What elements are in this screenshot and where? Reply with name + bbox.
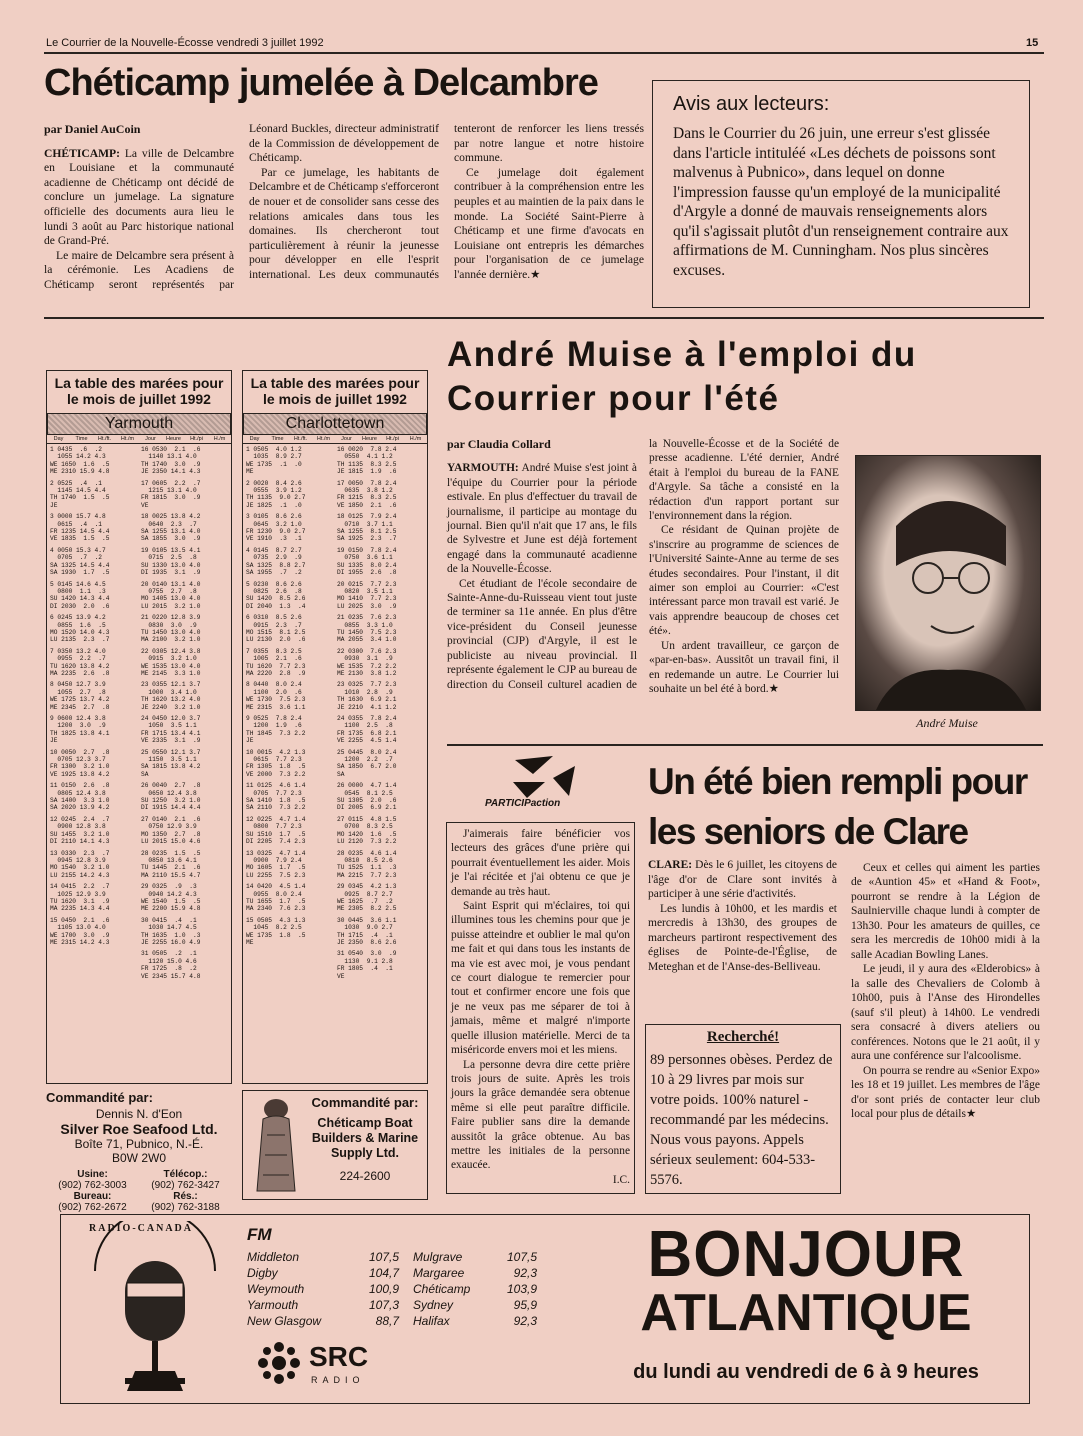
tide-day: 4 0145 8.7 2.7 0735 2.9 .9 SA 1325 8.8 2.7 SA 1955 .7 .2	[246, 546, 306, 577]
fm-label: FM	[247, 1225, 272, 1244]
tide-day: 27 0140 2.1 .6 0750 12.9 3.9 MO 1350 2.7 .8 LU 2015 15.0 4.6	[141, 815, 201, 846]
tide-day: 9 0525 7.8 2.4 1200 1.9 .6 TH 1845 7.3 2.2 JE	[246, 715, 306, 745]
article2-p1: André Muise s'est joint à l'équipe du Courrier pour la période estivale. En plus d'effectuer du travail de journalisme, il participe au montage du journal. Bien qu'il n'ait que 17 ans, le fils de Sylvestre et June est déjà fortement engagé dans la communauté acadienne de la Nouvelle-Écosse.	[447, 462, 637, 576]
priere-p3: La personne devra dire cette prière trois jours de suite. Après les trois jours la grâce demandée sera obtenue même si elle peut paraître difficile. Faire publier sans dire la demande aussitôt la grâce obtenue. Au bas mettre les initiales de la personne exaucée.	[451, 1058, 630, 1172]
radio-canada-badge: RADIO-CANADA	[89, 1223, 193, 1234]
tide-day: 14 0415 2.2 .7 1025 12.9 3.9 TU 1620 3.1 .9 MA 2235 14.3 4.4	[50, 883, 110, 913]
tide-day: 6 0310 8.5 2.6 0915 2.3 .7 MO 1515 8.1 2.5 LU 2130 2.0 .6	[246, 614, 306, 644]
fisherman-illustration-icon	[249, 1095, 303, 1195]
tide-day: 30 0445 3.6 1.1 1030 9.0 2.7 TH 1715 .4 .1 JE 2350 8.6 2.6	[337, 916, 397, 946]
tide-day: 29 0345 4.2 1.3 0925 8.7 2.7 WE 1625 .7 .2 ME 2305 8.2 2.5	[337, 883, 397, 913]
tide-day: 18 0125 7.9 2.4 0710 3.7 1.1 SA 1255 8.1 2.5 SA 1925 2.3 .7	[337, 513, 397, 543]
tide-day: 11 0150 2.6 .8 0805 12.4 3.8 SA 1400 3.3 1.0 SA 2020 13.9 4.2	[50, 782, 110, 812]
tide-day: 31 0505 .2 .1 1120 15.0 4.6 FR 1725 .8 .2 VE 2345 15.7 4.8	[141, 950, 201, 980]
avis-text: Dans le Courrier du 26 juin, une erreur s'est glissée dans l'article intituléé «Les déchets de poissons sont malvenus à Pubnico», dans lequel on donne l'impression fausse qu'un employé de la municipalité d'Argyle a donné de mauvais renseignements alors qu'il s'agissait plutôt d'un renseignement contraire aux affirmations de M. Cunningham. Nos plus sincères excuses.	[673, 125, 1009, 279]
article3-p3: Ceux et celles qui aiment les parties de «Auntion 45» et «Hand & Foot», pourront se rendre à la Légion de Saulnierville chaque lundi à compter de 13h30. Pour les amateurs de quilles, ce sera les mercredis de 10h00 midi à la salle Acadian Bowling Lanes.	[851, 861, 1040, 961]
sponsor1-ad	[46, 1090, 232, 1213]
tide-day: 7 0355 8.3 2.5 1005 2.1 .6 TU 1620 7.7 2.3 MA 2220 2.8 .9	[246, 647, 306, 677]
tide-day: 4 0050 15.3 4.7 0705 .7 .2 SA 1325 14.5 4.4 SA 1930 1.7 .5	[50, 546, 110, 577]
tide-day: 23 0355 12.1 3.7 1000 3.4 1.0 TH 1620 13.2 4.0 JE 2240 3.2 1.0	[141, 681, 201, 711]
tide-day: 29 0325 .9 .3 0940 14.2 4.3 WE 1540 1.5 .5 ME 2200 15.9 4.8	[141, 883, 201, 913]
priere-p1: J'aimerais faire bénéficier vos lecteurs des grâces d'une prière qui pourrait éventuellement les aider. Mois je l'ai récitée et j'ai obtenu ce que je demande au très haut.	[451, 828, 630, 898]
tide-day: 19 0105 13.5 4.1 0715 2.5 .8 SU 1330 13.0 4.0 DI 1935 3.1 .9	[141, 546, 201, 577]
sponsor2-ad	[242, 1090, 428, 1200]
tide-grid-charlottetown	[243, 444, 427, 986]
tide-day: 30 0415 .4 .1 1030 14.7 4.5 TH 1635 1.0 .3 JE 2255 16.0 4.9	[141, 916, 201, 946]
priere-p2: Saint Esprit qui m'éclaires, toi qui illumines tous les chemins pour que je puisse atteindre et oublier le mal qu'on me fait et qui dans tous les instants de ma vie est avec moi, je vous pendant ce court dialogue te remercier pour tout et confirmer encore une fois que je ne veux pas me séparer de toi à jamais, même et malgré n'importe quelle illusion matérielle. Merci de ta miséricorde envers moi et les miens.	[451, 900, 630, 1057]
show-schedule: du lundi au vendredi de 6 à 9 heures	[633, 1361, 979, 1383]
tide-day: 11 0125 4.6 1.4 0705 7.7 2.3 SA 1410 1.8 .5 SA 2110 7.3 2.2	[246, 782, 306, 812]
running-header: Le Courrier de la Nouvelle-Écosse vendredi 3 juillet 1992	[46, 37, 324, 49]
tide-grid-yarmouth	[47, 444, 231, 986]
tide-day: 9 0600 12.4 3.8 1200 3.0 .9 TH 1825 13.8 4.1 JE	[50, 715, 110, 745]
tide-day: 5 0230 8.6 2.6 0825 2.6 .8 SU 1420 8.5 2.6 DI 2040 1.3 .4	[246, 580, 306, 610]
article1-lead: CHÉTICAMP:	[44, 146, 120, 160]
sponsor2-phone: 224-2600	[339, 1169, 391, 1183]
tide-day: 25 0445 8.0 2.4 1200 2.2 .7 SA 1850 6.7 2.0 SA	[337, 748, 397, 778]
sponsor1-title: Commandité par:	[46, 1090, 153, 1105]
article1-p1: La ville de Delcambre en Louisiane et la communauté acadienne de Chéticamp ont décidé de conclure un jumelage. La signature officielle des documents aura lieu le lundi 3 août au Parc historique national de Grand-Pré.	[44, 146, 234, 248]
sponsor2-title: Commandité par:	[311, 1095, 419, 1110]
tide-day: 1 0435 .6 .2 1055 14.2 4.3 WE 1650 1.6 .5 ME 2310 15.9 4.8	[50, 446, 110, 476]
article3-p4: Le jeudi, il y aura des «Elderobics» à la salle des Chevaliers de Colomb à 10h00, puis à l'Anse des Hirondelles (sauf s'il pleut) à 14h00. Le vendredi sera consacré à divers ateliers ou conférences. Notons que le 21 août, il y aura une conférence sur l'alcoolisme.	[851, 963, 1040, 1062]
article1-p4: Ce jumelage doit également contribuer à la compréhension entre les peuples et au maintien de la paix dans le monde. La Société Saint-Pierre à Chéticamp et une firme d'avocats en Louisiane ont entrepris les démarches pour l'organisation de ce jumelage l'année dernière.★	[454, 165, 644, 281]
recherche-title: Recherché!	[706, 1029, 780, 1045]
tide-day: 5 0145 14.6 4.5 0800 1.1 .3 SU 1420 14.3 4.4 DI 2030 2.0 .6	[50, 580, 110, 610]
tide-day: 26 0000 4.7 1.4 0545 8.1 2.5 SU 1305 2.0 .6 DI 2005 6.9 2.1	[337, 782, 397, 812]
tide-day: 25 0550 12.1 3.7 1150 3.5 1.1 SA 1815 13.8 4.2 SA	[141, 748, 201, 778]
page-number: 15	[1026, 37, 1039, 49]
radio-ad	[60, 1214, 1030, 1404]
cbc-gem-icon	[257, 1341, 301, 1385]
photo-caption: André Muise	[916, 716, 978, 730]
priere-sig: I.C.	[612, 1173, 630, 1186]
mid-rule	[447, 744, 1043, 746]
article2-body	[447, 437, 839, 737]
tide-title: La table des marées pour le mois de juillet 1992	[54, 375, 224, 407]
tide-day: 20 0215 7.7 2.3 0820 3.5 1.1 MO 1410 7.7 2.3 LU 2025 3.0 .9	[337, 580, 397, 610]
avis-box	[652, 80, 1030, 308]
priere-box	[446, 822, 635, 1194]
portrait-icon	[856, 456, 1040, 710]
tide-day: 26 0040 2.7 .8 0650 12.4 3.8 SU 1250 3.2 1.0 DI 1915 14.4 4.4	[141, 782, 201, 812]
tide-day: 18 0025 13.8 4.2 0640 2.3 .7 SA 1255 13.1 4.0 SA 1855 3.0 .9	[141, 513, 201, 543]
tide-day: 21 0220 12.8 3.9 0830 3.0 .9 TU 1450 13.0 4.0 MA 2100 3.2 1.0	[141, 614, 201, 644]
header-rule	[44, 52, 1044, 54]
sponsor1-addr2: B0W 2W0	[111, 1151, 166, 1165]
article3-p2: Les lundis à 10h00, et les mardis et mercredis à 13h30, des groupes de marcheurs partiront respectivement des églises de Pointe-de-l'Église, de Meteghan et de l'Anse-des-Belliveau.	[648, 902, 837, 973]
tide-day: 3 0105 8.6 2.6 0645 3.2 1.0 FR 1230 9.0 2.7 VE 1910 .3 .1	[246, 513, 306, 543]
tide-day: 20 0140 13.1 4.0 0755 2.7 .8 MO 1405 13.0 4.0 LU 2015 3.2 1.0	[141, 580, 201, 610]
article2-p4: Un ardent travailleur, ce garçon de «par-en-bas». Aussitôt un travail fini, il en redemande un autre. Le Courrier lui souhaite un bel été à bord.★	[649, 639, 839, 695]
tide-day: 10 0050 2.7 .8 0705 12.3 3.7 FR 1300 3.2 1.0 VE 1925 13.8 4.2	[50, 748, 110, 778]
tide-day: 13 0330 2.3 .7 0945 12.8 3.9 MO 1540 3.2 1.0 LU 2155 14.2 4.3	[50, 849, 110, 879]
tide-day: 16 0530 2.1 .6 1140 13.1 4.0 TH 1740 3.0 .9 JE 2350 14.1 4.3	[141, 446, 201, 476]
sponsor1-name: Dennis N. d'Eon	[95, 1107, 183, 1121]
city-yarmouth: Yarmouth	[47, 413, 231, 435]
tide-day: 15 0505 4.3 1.3 1045 8.2 2.5 WE 1735 1.8 .5 ME	[246, 916, 306, 946]
tide-day: 8 0450 12.7 3.9 1055 2.7 .8 WE 1725 13.7 4.2 ME 2345 2.7 .8	[50, 681, 110, 711]
stations-left: Middleton 107,5 Digby 104,7 Weymouth 100,9 Yarmouth 107,3 New Glasgow 88,7	[247, 1250, 399, 1328]
tide-header: Day Time Ht./ft. Ht./m Jour Heure Ht./pi H./m	[47, 435, 231, 444]
tide-day: 2 0525 .4 .1 1145 14.5 4.4 TH 1740 1.5 .5 JE	[50, 479, 110, 509]
tide-day: 12 0245 2.4 .7 0900 12.8 3.8 SU 1455 3.2 1.0 DI 2110 14.1 4.3	[50, 815, 110, 846]
show-title-2: ATLANTIQUE	[640, 1284, 972, 1342]
tide-day: 7 0350 13.2 4.0 0955 2.2 .7 TU 1620 13.8 4.2 MA 2235 2.6 .8	[50, 647, 110, 677]
tide-table-charlottetown	[242, 370, 428, 1084]
recherche-text: 89 personnes obèses. Perdez de 10 à 29 livres par mois sur votre poids. 100% naturel - recommandé par les médecins. Nous vous payons. Appels sérieux seulement: 604-533-5576.	[650, 1052, 833, 1188]
article1-title: Chéticamp jumelée à Delcambre	[44, 62, 598, 104]
tide-day: 14 0420 4.5 1.4 0955 8.0 2.4 TU 1655 1.7 .5 MA 2340 7.6 2.3	[246, 883, 306, 913]
article2-p3: Ce résidant de Quinan projète de s'inscrire au programme de sciences de l'Université Sainte-Anne au terme de ses études secondaires. Pour l'instant, il dit aimer son emploi au Courrier: «C'est intéressant parce mon travail est varié. Je vais apprendre beaucoup de choses cet été».	[649, 524, 839, 638]
article2-byline: par Claudia Collard	[447, 437, 551, 451]
tide-day: 22 0305 12.4 3.8 0915 3.2 1.0 WE 1535 13.0 4.0 ME 2145 3.3 1.0	[141, 647, 201, 677]
tide-day: 13 0325 4.7 1.4 0900 7.9 2.4 MO 1605 1.7 .5 LU 2255 7.5 2.3	[246, 849, 306, 879]
participaction-swirl-icon	[505, 752, 585, 800]
tide-day: 8 0440 8.0 2.4 1100 2.0 .6 WE 1730 7.5 2.3 ME 2315 3.6 1.1	[246, 681, 306, 711]
article3-p5: On pourra se rendre au «Senior Expo» les 18 et 19 juillet. Les membres de l'âge d'or sont priés de contacter leur club local pour plus de détails★	[851, 1064, 1040, 1120]
article3-title: Un été bien rempli pour les seniors de Clare	[648, 761, 1027, 852]
tide-day: 12 0225 4.7 1.4 0800 7.7 2.3 SU 1510 1.7 .5 DI 2205 7.4 2.3	[246, 815, 306, 846]
tide-day: 3 0000 15.7 4.8 0615 .4 .1 FR 1235 14.5 4.4 VE 1835 1.5 .5	[50, 513, 110, 543]
tide-day: 17 0605 2.2 .7 1215 13.1 4.0 FR 1815 3.0 .9 VE	[141, 479, 201, 509]
tide-day: 23 0325 7.7 2.3 1010 2.8 .9 TH 1630 6.9 2.1 JE 2210 4.1 1.2	[337, 681, 397, 711]
show-title-1: BONJOUR	[647, 1218, 965, 1291]
tide-day: 2 0020 8.4 2.6 0555 3.9 1.2 TH 1135 9.0 2.7 JE 1825 .1 .0	[246, 479, 306, 509]
sponsor1-addr1: Boîte 71, Pubnico, N.-É.	[74, 1137, 204, 1151]
tide-day: 16 0020 7.8 2.4 0550 4.1 1.2 TH 1135 8.3 2.5 JE 1815 1.9 .6	[337, 446, 397, 476]
article3-lead: CLARE:	[648, 859, 693, 871]
tide-table-yarmouth	[46, 370, 232, 1084]
participaction-text: PARTICIPaction	[485, 798, 561, 809]
sponsor1-phones: Usine: Télécop.: (902) 762-3003 (902) 762-3427 Bureau: Rés.: (902) 762-2672 (902) 762-3188	[58, 1169, 220, 1213]
stations-right: Mulgrave 107,5 Margaree 92,3 Chéticamp 103,9 Sydney 95,9 Halifax 92,3	[413, 1250, 537, 1328]
sponsor1-company: Silver Roe Seafood Ltd.	[60, 1121, 218, 1137]
tide-day: 19 0150 7.8 2.4 0750 3.6 1.1 SU 1335 8.0 2.4 DI 1955 2.6 .8	[337, 546, 397, 577]
tide-day: 1 0505 4.0 1.2 1035 8.9 2.7 WE 1735 .1 .0 ME	[246, 446, 302, 476]
tide-day: 10 0015 4.2 1.3 0615 7.7 2.3 FR 1305 1.8 .5 VE 2000 7.3 2.2	[246, 748, 306, 778]
tide-day: 24 0450 12.0 3.7 1050 3.5 1.1 FR 1715 13.4 4.1 VE 2335 3.1 .9	[141, 715, 201, 745]
article1-p3: Par ce jumelage, les habitants de Delcambre et de Chéticamp s'efforceront de nouer et de consolider sans cesse des relations amicales dans tous les domaines. Ils chercheront tout particulièrement à réunir la jeunesse pour développer en elle l'esprit international. Les deux communautés tenteront de renforcer les liens tressés par notre langue et notre histoire commune.	[249, 122, 644, 281]
tide-day: 21 0235 7.6 2.3 0855 3.3 1.0 TU 1450 7.5 2.3 MA 2055 3.4 1.0	[337, 614, 397, 644]
src-sub: RADIO	[311, 1375, 365, 1385]
article1-byline: par Daniel AuCoin	[44, 122, 141, 136]
tide-day: 17 0050 7.8 2.4 0635 3.8 1.2 FR 1215 8.3 2.5 VE 1850 2.1 .6	[337, 479, 397, 509]
src-logo: SRC	[309, 1341, 369, 1372]
article2-lead: YARMOUTH:	[447, 462, 519, 475]
avis-title: Avis aux lecteurs:	[673, 93, 830, 115]
section-rule	[44, 317, 1044, 319]
tide-day: 28 0235 1.5 .5 0850 13.6 4.1 TU 1445 2.1 .6 MA 2110 15.5 4.7	[141, 849, 201, 879]
city-charlottetown: Charlottetown	[243, 413, 427, 435]
participaction-logo	[477, 752, 607, 812]
article2-title: André Muise à l'emploi du Courrier pour l'été	[447, 335, 917, 418]
article3-p1: Dès le 6 juillet, les citoyens de l'âge d'or de Clare sont invités à participer à une série d'activités.	[648, 859, 837, 900]
recherche-ad	[645, 1024, 841, 1194]
tide-day: 15 0450 2.1 .6 1105 13.0 4.0 WE 1700 3.0 .9 ME 2315 14.2 4.3	[50, 916, 110, 946]
tide-day: 22 0300 7.6 2.3 0930 3.1 .9 WE 1535 7.2 2.2 ME 2130 3.8 1.2	[337, 647, 397, 677]
tide-day: 6 0245 13.9 4.2 0855 1.6 .5 MO 1520 14.0 4.3 LU 2135 2.3 .7	[50, 614, 110, 644]
tide-title: La table des marées pour le mois de juillet 1992	[250, 375, 420, 407]
sponsor2-company: Chéticamp Boat Builders & Marine Supply Ltd.	[311, 1116, 419, 1160]
tide-day: 27 0115 4.8 1.5 0700 8.3 2.5 MO 1420 1.6 .5 LU 2120 7.3 2.2	[337, 815, 397, 846]
andre-muise-photo	[855, 455, 1041, 711]
article2-p2: Cet étudiant de l'école secondaire de Sainte-Anne-du-Ruisseau vient tout juste de terminer sa 11e année. En plus d'être vice-président du Conseil jeunesse provincial (CJP) d'Argyle, il est le publiciste au niveau provincial. Il représente également le CJP au bureau de direction du Conseil culturel acadien de la Nouvelle-Écosse et de la Société de presse acadienne. L'été dernier, André était à l'emploi du bureau de la FANE d'Argyle. Sa tâche a consisté en la rédaction d'un rapport portant sur l'environnement dans la région.	[447, 438, 839, 691]
tide-day: 28 0235 4.6 1.4 0810 8.5 2.6 TU 1525 1.1 .3 MA 2215 7.7 2.3	[337, 849, 397, 879]
tide-header: Day Time Ht./ft. Ht./m Jour Heure Ht./pi H./m	[243, 435, 427, 444]
tide-day: 31 0540 3.0 .9 1130 9.1 2.8 FR 1805 .4 .1 VE	[337, 950, 397, 980]
tide-day: 24 0355 7.8 2.4 1100 2.5 .8 FR 1735 6.8 2.1 VE 2255 4.5 1.4	[337, 715, 397, 745]
article1-body	[44, 122, 644, 310]
microphone-mascot-icon	[75, 1221, 235, 1397]
article1-p2: Le maire de Delcambre sera présent à la cérémonie. Les Acadiens de Chéticamp seront représentés par Léonard Buckles, directeur administratif de la Commission de développement de Chéticamp.	[44, 122, 439, 291]
